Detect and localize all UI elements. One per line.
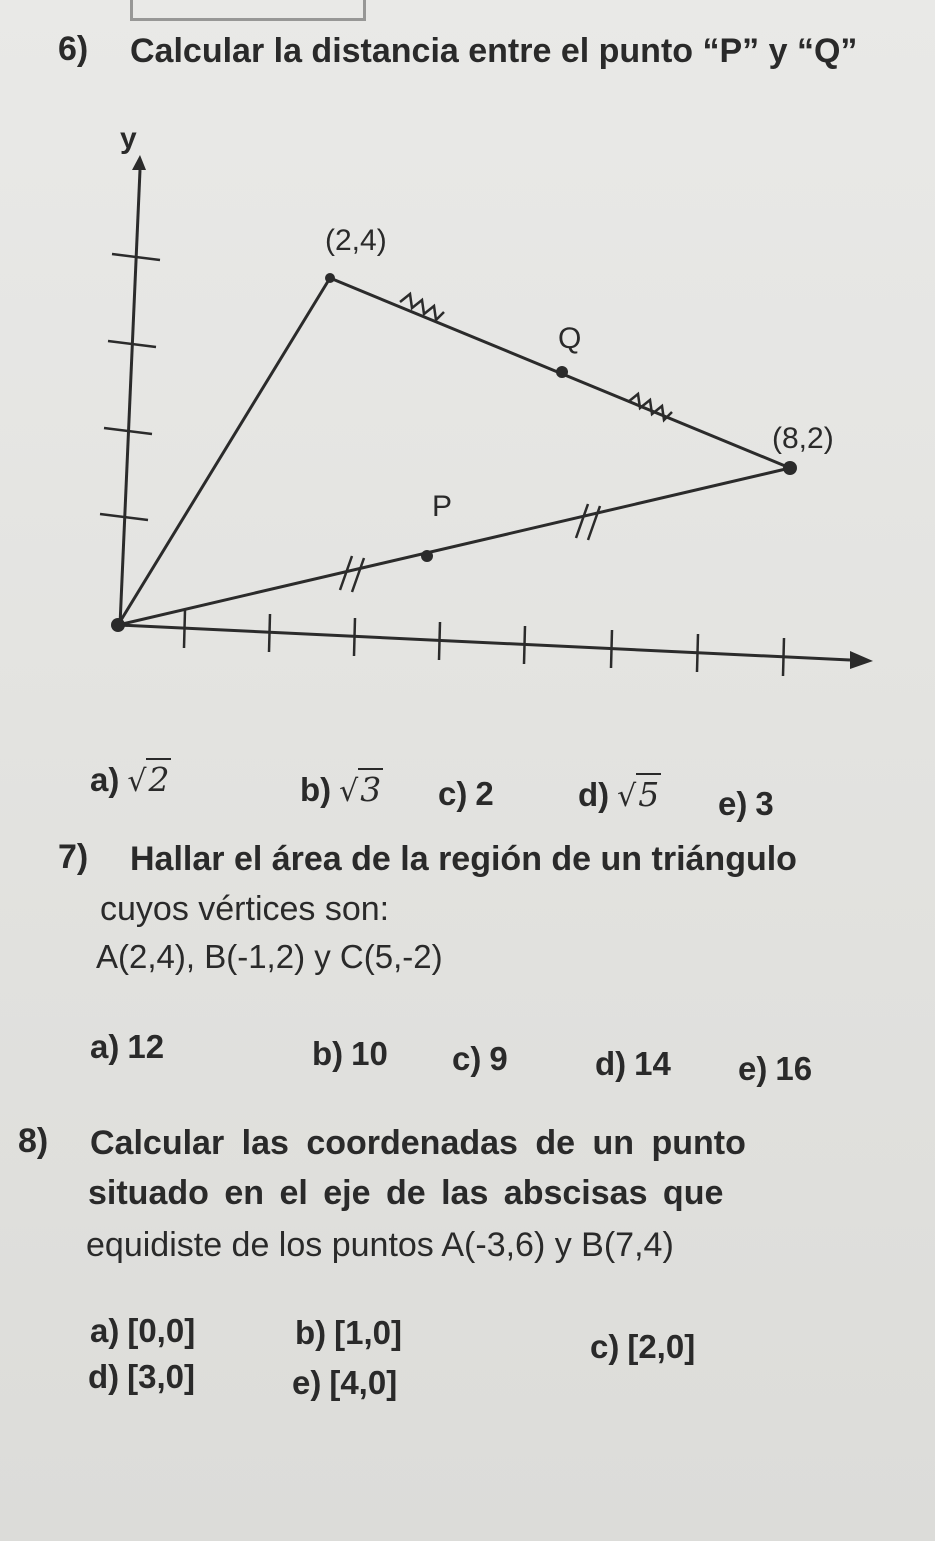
x-tick [184,610,185,648]
q8-option-c[interactable] [590,1328,695,1366]
q6-option-c[interactable] [438,775,494,813]
x-tick [524,626,525,664]
sqrt-expression: √3 [339,770,382,809]
option-value: 2 [475,775,494,812]
q7-option-c[interactable] [452,1040,508,1078]
option-label: e) [718,785,748,822]
option-value: 9 [489,1040,508,1077]
origin-point [111,618,125,632]
q7-line3: A(2,4), B(-1,2) y C(5,-2) [96,938,443,975]
q6-option-a[interactable] [90,760,171,799]
x-axis [118,625,850,660]
x-tick [783,638,784,676]
option-label: b) [312,1035,344,1072]
x-tick [697,634,698,672]
radicand: 5 [638,775,660,814]
option-value: [1,0] [334,1314,403,1351]
option-label: d) [595,1045,627,1082]
option-value: [0,0] [127,1312,196,1349]
option-label: e) [292,1364,322,1401]
tick-mark-double [340,556,364,592]
y-axis [120,170,140,625]
q7-number: 7) [58,838,89,876]
q8-line1: Calcular las coordenadas de un punto [90,1124,746,1162]
point-q-label: Q [558,322,582,355]
option-value: [2,0] [627,1328,696,1365]
point-p [421,550,433,562]
q8-number: 8) [18,1122,49,1160]
option-label: a) [90,1312,120,1349]
option-label: c) [438,775,468,812]
point-p-label: P [432,490,453,523]
q6-option-d[interactable] [578,775,661,814]
option-label: c) [590,1328,620,1365]
q6-diagram [0,120,935,820]
point-q [556,366,568,378]
option-label: b) [295,1314,327,1351]
option-value: 10 [351,1035,388,1072]
option-value: 14 [634,1045,671,1082]
q7-option-e[interactable] [738,1050,812,1088]
q7-option-d[interactable] [595,1045,671,1083]
option-label: e) [738,1050,768,1087]
point-b-label: (8,2) [772,422,834,455]
option-value: 12 [127,1028,165,1065]
point-b [783,461,797,475]
option-label: a) [90,1028,120,1065]
side-origin-to-a [118,278,330,625]
sqrt-expression: √5 [617,775,660,814]
option-label: a) [90,761,120,798]
y-axis-arrow [132,155,146,170]
q6-option-b[interactable] [300,770,383,809]
q8-option-d[interactable] [88,1358,195,1396]
x-tick [439,622,440,660]
q8-line2: situado en el eje de las abscisas que [88,1174,724,1212]
q8-option-b[interactable] [295,1314,402,1352]
tick-mark-double [576,504,600,540]
x-tick [269,614,270,652]
radicand: 3 [360,770,382,809]
sqrt-expression: √2 [127,760,170,799]
option-label: b) [300,771,332,808]
x-tick [354,618,355,656]
option-label: d) [88,1358,120,1395]
q6-number: 6) [58,30,89,68]
x-axis-arrow [850,651,873,669]
q7-line2: cuyos vértices son: [100,890,390,928]
q7-option-b[interactable] [312,1035,388,1073]
side-origin-to-b [118,468,790,625]
point-a-label: (2,4) [325,224,387,257]
y-axis-label: y [120,122,137,155]
q7-line1: Hallar el área de la región de un triángulo [130,840,797,878]
option-value: [4,0] [329,1364,398,1401]
q8-option-a[interactable] [90,1312,195,1350]
option-value: [3,0] [127,1358,196,1395]
q8-line3: equidiste de los puntos A(-3,6) y B(7,4) [86,1226,674,1264]
q7-option-a[interactable] [90,1028,164,1066]
radicand: 2 [148,760,170,799]
x-tick [611,630,612,668]
option-value: 3 [755,785,774,822]
q6-text: Calcular la distancia entre el punto “P” y “Q” [130,32,858,70]
option-value: 16 [775,1050,813,1087]
point-a [325,273,335,283]
q8-option-e[interactable] [292,1364,397,1402]
option-label: d) [578,776,610,813]
option-label: c) [452,1040,482,1077]
top-decoration [130,0,366,21]
q6-option-e[interactable] [718,785,774,823]
